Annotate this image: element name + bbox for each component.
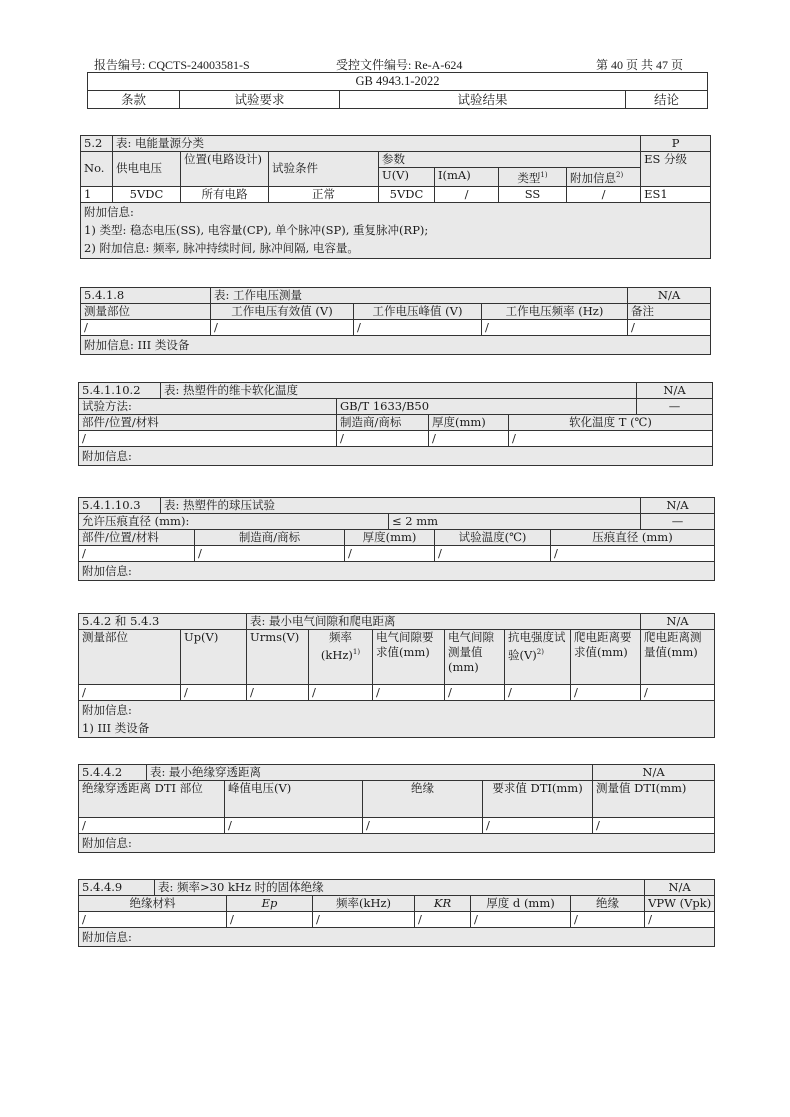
- clause: 5.4.4.9: [79, 880, 155, 896]
- cell: /: [445, 685, 505, 701]
- header-cell: 工作电压有效值 (V): [211, 304, 354, 320]
- cell: /: [571, 685, 641, 701]
- header-cell: 工作电压峰值 (V): [354, 304, 482, 320]
- cell: /: [483, 818, 593, 834]
- col-verdict: 结论: [626, 91, 708, 109]
- col-clause: 条款: [88, 91, 180, 109]
- cell: /: [429, 431, 509, 447]
- cell: /: [195, 546, 345, 562]
- cell: 5VDC: [379, 186, 435, 202]
- header-cell: Up(V): [181, 630, 247, 685]
- verdict: P: [641, 136, 711, 152]
- verdict: N/A: [645, 880, 715, 896]
- verdict: N/A: [641, 614, 715, 630]
- header-cell: 电气间隙要求值(mm): [373, 630, 445, 685]
- cell: /: [628, 320, 711, 336]
- note-line: 附加信息:: [84, 204, 134, 219]
- note: 附加信息:: [79, 928, 715, 947]
- clause: 5.2: [81, 136, 113, 152]
- freq-label: 频率(kHz): [320, 630, 353, 662]
- header-cell: 绝缘: [571, 896, 645, 912]
- header-cell: 厚度(mm): [429, 415, 509, 431]
- cell: /: [593, 818, 715, 834]
- cell: /: [363, 818, 483, 834]
- test-label: 抗电强度试验(V): [508, 630, 566, 662]
- cell: /: [225, 818, 363, 834]
- h-no: No.: [81, 152, 113, 187]
- cell: /: [567, 186, 641, 202]
- header-cell: 爬电距离要求值(mm): [571, 630, 641, 685]
- header-cell: 绝缘: [363, 781, 483, 818]
- cell: /: [337, 431, 429, 447]
- control-number: 受控文件编号: Re-A-624: [336, 58, 463, 72]
- h-type-label: 类型: [517, 170, 541, 185]
- cell: ES1: [641, 186, 711, 202]
- table-title: 表: 热塑件的球压试验: [161, 498, 641, 514]
- table-title: 表: 热塑件的维卡软化温度: [161, 383, 637, 399]
- cell: /: [79, 912, 227, 928]
- note: 附加信息:: [79, 447, 713, 466]
- table-5-4-4-9: [78, 879, 715, 947]
- header-cell: 工作电压频率 (Hz): [482, 304, 628, 320]
- cell: /: [247, 685, 309, 701]
- header-cell: 压痕直径 (mm): [551, 530, 715, 546]
- cell: /: [79, 685, 181, 701]
- h-u: U(V): [379, 168, 435, 187]
- note: 附加信息: III 类设备: [81, 336, 711, 355]
- header-cell: 软化温度 T (℃): [509, 415, 713, 431]
- note-line: 2) 附加信息: 频率, 脉冲持续时间, 脉冲间隔, 电容量。: [84, 240, 359, 255]
- cell: /: [551, 546, 715, 562]
- limit-label: 允许压痕直径 (mm):: [79, 514, 389, 530]
- cell: 所有电路: [181, 186, 269, 202]
- cell: /: [505, 685, 571, 701]
- cell: /: [309, 685, 373, 701]
- cell: /: [181, 685, 247, 701]
- table-5-4-2: [78, 613, 715, 738]
- header-cell: 峰值电压(V): [225, 781, 363, 818]
- table-5-4-1-8: [80, 287, 711, 355]
- note-line: 附加信息:: [82, 703, 132, 717]
- table-5-4-1-10-2: [78, 382, 713, 466]
- h-params: 参数: [379, 152, 641, 168]
- cell: /: [435, 186, 499, 202]
- verdict: N/A: [628, 288, 711, 304]
- header-cell: 测量部位: [81, 304, 211, 320]
- cell: /: [79, 546, 195, 562]
- cell: 5VDC: [113, 186, 181, 202]
- standard-number: GB 4943.1-2022: [88, 73, 708, 91]
- h-voltage: 供电电压: [113, 152, 181, 187]
- header-cell: 试验温度(℃): [435, 530, 551, 546]
- header-cell: 厚度 d (mm): [471, 896, 571, 912]
- table-title: 表: 最小电气间隙和爬电距离: [247, 614, 641, 630]
- header-cell: [309, 630, 373, 685]
- table-title: 表: 频率>30 kHz 时的固体绝缘: [155, 880, 645, 896]
- test-sup: 2): [536, 648, 544, 656]
- cell: /: [79, 431, 337, 447]
- cell: /: [471, 912, 571, 928]
- header-cell: 绝缘材料: [79, 896, 227, 912]
- cell: /: [645, 912, 715, 928]
- verdict: N/A: [593, 765, 715, 781]
- h-position: 位置(电路设计): [181, 152, 269, 187]
- cell: /: [227, 912, 313, 928]
- clause: 5.4.1.10.2: [79, 383, 161, 399]
- h-extra-sup: 2): [616, 171, 624, 179]
- header-cell: 要求值 DTI(mm): [483, 781, 593, 818]
- page-number: 第 40 页 共 47 页: [596, 58, 684, 72]
- h-es: ES 分级: [641, 152, 711, 187]
- header-cell: VPW (Vpk): [645, 896, 715, 912]
- table-title: 表: 工作电压测量: [211, 288, 628, 304]
- h-i: I(mA): [435, 168, 499, 187]
- header-cell: 备注: [628, 304, 711, 320]
- cell: /: [313, 912, 415, 928]
- table-title: 表: 电能量源分类: [113, 136, 641, 152]
- table-5-4-1-10-3: [78, 497, 715, 581]
- limit-verdict: —: [641, 514, 715, 530]
- header-cell: Ep: [227, 896, 313, 912]
- h-type: [499, 168, 567, 187]
- cell: /: [641, 685, 715, 701]
- cell: /: [482, 320, 628, 336]
- cell: /: [373, 685, 445, 701]
- col-result: 试验结果: [340, 91, 626, 109]
- cell: /: [345, 546, 435, 562]
- header-cell: 制造商/商标: [337, 415, 429, 431]
- note-line: 1) III 类设备: [82, 721, 150, 735]
- h-type-sup: 1): [540, 171, 548, 179]
- cell: /: [354, 320, 482, 336]
- report-number: 报告编号: CQCTS-24003581-S: [94, 58, 250, 72]
- verdict: N/A: [641, 498, 715, 514]
- header-cell: 频率(kHz): [313, 896, 415, 912]
- clause: 5.4.1.10.3: [79, 498, 161, 514]
- table-5-4-4-2: [78, 764, 715, 853]
- header-cell: 绝缘穿透距离 DTI 部位: [79, 781, 225, 818]
- cell: /: [509, 431, 713, 447]
- method-value: GB/T 1633/B50: [337, 399, 637, 415]
- notes: [79, 701, 715, 738]
- clause: 5.4.2 和 5.4.3: [79, 614, 247, 630]
- header-cell: 爬电距离测量值(mm): [641, 630, 715, 685]
- header-cell: KR: [415, 896, 471, 912]
- header-cell: 部件/位置/材料: [79, 415, 337, 431]
- verdict: N/A: [637, 383, 713, 399]
- col-requirement: 试验要求: [180, 91, 340, 109]
- h-extra: [567, 168, 641, 187]
- clause: 5.4.1.8: [81, 288, 211, 304]
- h-extra-label: 附加信息: [570, 170, 616, 185]
- header-cell: Urms(V): [247, 630, 309, 685]
- note: 附加信息:: [79, 834, 715, 853]
- h-condition: 试验条件: [269, 152, 379, 187]
- seal-stamp-mark: [772, 540, 788, 660]
- report-header-table: [87, 72, 708, 109]
- header-cell: [505, 630, 571, 685]
- cell: /: [571, 912, 645, 928]
- notes: [81, 202, 711, 258]
- cell: SS: [499, 186, 567, 202]
- cell: /: [81, 320, 211, 336]
- method-verdict: —: [637, 399, 713, 415]
- header-cell: 制造商/商标: [195, 530, 345, 546]
- cell: /: [79, 818, 225, 834]
- cell: 正常: [269, 186, 379, 202]
- header-cell: 测量值 DTI(mm): [593, 781, 715, 818]
- cell: /: [415, 912, 471, 928]
- limit-value: ≤ 2 mm: [389, 514, 641, 530]
- header-cell: 电气间隙测量值(mm): [445, 630, 505, 685]
- freq-sup: 1): [352, 648, 361, 656]
- cell: /: [211, 320, 354, 336]
- table-title: 表: 最小绝缘穿透距离: [147, 765, 593, 781]
- cell: /: [435, 546, 551, 562]
- cell: 1: [81, 186, 113, 202]
- note-line: 1) 类型: 稳态电压(SS), 电容量(CP), 单个脉冲(SP), 重复脉冲(RP);: [84, 222, 429, 237]
- header-cell: 测量部位: [79, 630, 181, 685]
- method-label: 试验方法:: [79, 399, 337, 415]
- header-cell: 厚度(mm): [345, 530, 435, 546]
- table-5-2: [80, 135, 711, 259]
- clause: 5.4.4.2: [79, 765, 147, 781]
- header-cell: 部件/位置/材料: [79, 530, 195, 546]
- note: 附加信息:: [79, 562, 715, 581]
